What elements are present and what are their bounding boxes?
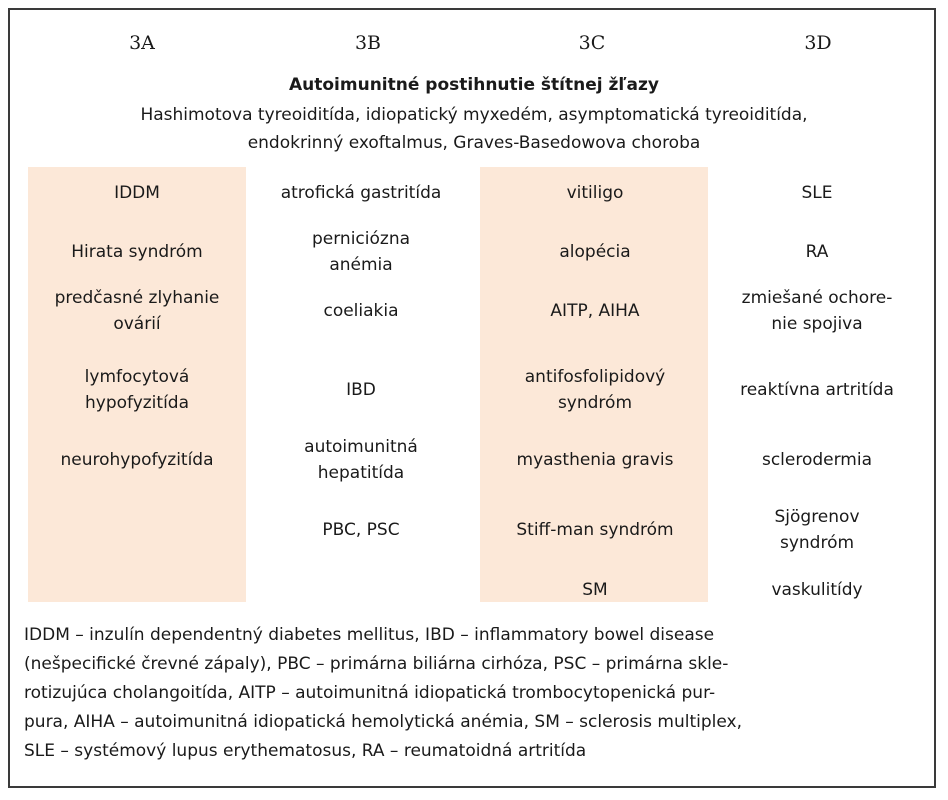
cell-text: IDDM — [114, 183, 160, 203]
table-cell — [22, 224, 252, 279]
cell-text: nie spojiva — [771, 314, 863, 334]
table-cell — [702, 569, 932, 611]
cell-text: myasthenia gravis — [516, 449, 674, 470]
cell-text: perniciózna — [311, 228, 411, 249]
table-cell — [246, 224, 476, 279]
table-cell — [22, 167, 252, 219]
table-cell — [702, 502, 932, 557]
cell-text: ovárií — [113, 314, 161, 334]
column-header-3c: 3C — [578, 32, 606, 54]
cell-text: reaktívna artritída — [740, 379, 894, 400]
footnote-line: pura, AIHA – autoimunitná idiopatická hemolytická anémia, SM – sclerosis multiplex, — [24, 712, 743, 732]
cell-text: coeliakia — [323, 301, 399, 321]
table-cell — [22, 362, 252, 417]
cell-text: atrofická gastritída — [280, 183, 442, 203]
cell-text: antifosfolipidový — [524, 366, 666, 387]
cell-text: lymfocytová — [84, 366, 190, 387]
cell-text: syndróm — [779, 532, 855, 553]
cell-text: Hirata syndróm — [71, 241, 203, 262]
table-cell — [480, 167, 710, 219]
table-cell — [702, 224, 932, 279]
table-cell — [246, 362, 476, 417]
table-cell — [480, 502, 710, 557]
table-cell — [246, 502, 476, 557]
cell-text: vaskulitídy — [771, 580, 863, 600]
table-cell — [702, 362, 932, 417]
table-cell — [480, 432, 710, 487]
cell-text: RA — [805, 241, 829, 262]
cell-text: syndróm — [557, 392, 633, 413]
table-cell — [702, 432, 932, 487]
table-cell — [480, 569, 710, 611]
section-title: Autoimunitné postihnutie štítnej žľazy — [288, 75, 659, 95]
table-cell — [246, 167, 476, 219]
footnote-line: (nešpecifické črevné zápaly), PBC – primárna biliárna cirhóza, PSC – primárna skle- — [24, 654, 729, 674]
footnote-line: SLE – systémový lupus erythematosus, RA – reumatoidná artritída — [24, 741, 587, 761]
cell-text: SM — [582, 580, 608, 600]
cell-text: AITP, AIHA — [550, 301, 640, 321]
cell-text: zmiešané ochore- — [741, 288, 893, 308]
cell-text: alopécia — [559, 241, 631, 262]
table-cell — [480, 362, 710, 417]
table-cell — [480, 282, 710, 340]
column-header-3d: 3D — [804, 32, 832, 54]
cell-text: Stiff-man syndróm — [516, 519, 674, 540]
footnote-line: IDDM – inzulín dependentný diabetes mellitus, IBD – inflammatory bowel disease — [24, 625, 715, 645]
table-cell — [246, 282, 476, 340]
cell-text: Sjögrenov — [774, 506, 860, 527]
section-subtitle — [10, 101, 938, 157]
table-cell — [22, 432, 252, 487]
table-cell — [22, 282, 252, 340]
cell-text: IBD — [346, 379, 376, 400]
table-frame — [8, 8, 936, 788]
cell-text: hypofyzitída — [84, 392, 190, 413]
cell-text: PBC, PSC — [322, 519, 400, 540]
cell-text: sclerodermia — [761, 449, 873, 470]
table-cell — [246, 432, 476, 487]
cell-text: vitiligo — [566, 183, 624, 203]
abbreviations-footnote — [24, 621, 929, 766]
column-header-3b: 3B — [354, 32, 382, 54]
column-header-3a: 3A — [129, 32, 155, 54]
cell-text: anémia — [329, 254, 393, 275]
cell-text: neurohypofyzitída — [60, 449, 214, 470]
cell-text: SLE — [801, 183, 833, 203]
cell-text: autoimunitná — [304, 436, 418, 457]
cell-text: hepatitída — [317, 462, 405, 483]
cell-text: predčasné zlyhanie — [54, 288, 220, 308]
table-cell — [702, 167, 932, 219]
footnote-line: rotizujúca cholangoitída, AITP – autoimunitná idiopatická trombocytopenická pur- — [24, 683, 716, 703]
table-cell — [702, 282, 932, 340]
subtitle-line: endokrinný exoftalmus, Graves-Basedowova choroba — [247, 133, 701, 153]
table-cell — [480, 224, 710, 279]
subtitle-line: Hashimotova tyreoiditída, idiopatický myxedém, asymptomatická tyreoiditída, — [140, 105, 808, 125]
